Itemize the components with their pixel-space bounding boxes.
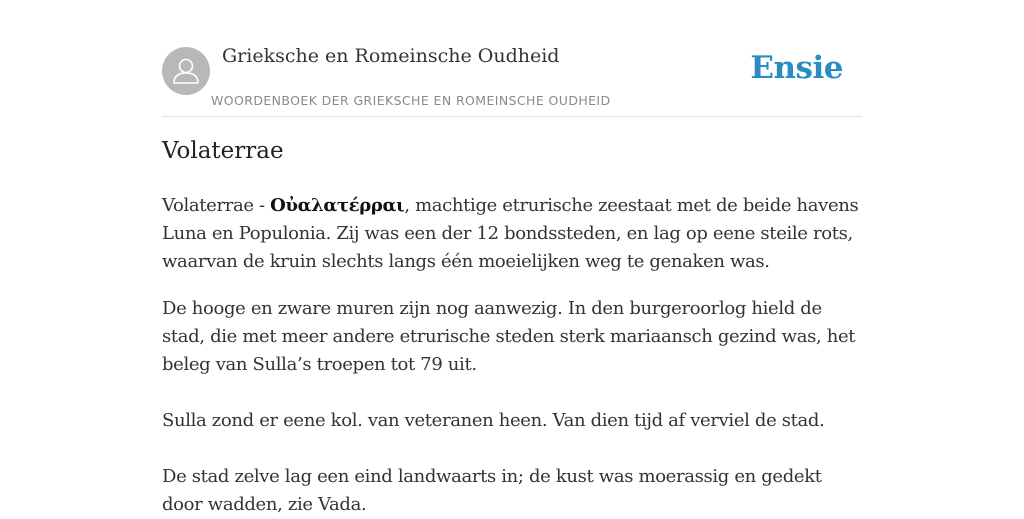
- page-container: [162, 0, 862, 515]
- user-icon: [162, 47, 210, 95]
- brand-logo-link[interactable]: Ensie: [750, 50, 843, 86]
- intro-text: , machtige etrurische zeestaat met de beide havens Luna en Populonia. Zij was een der 12 bondssteden, en lag op eene steile rots, waarvan de kruin slechts langs één moeielijken weg te genaken was.: [162, 195, 859, 272]
- article-paragraph-3: Sulla zond er eene kol. van veteranen heen. Van dien tijd af verviel de stad.: [162, 410, 825, 431]
- intro-term: Volaterrae -: [162, 195, 271, 216]
- article-paragraph-4: De stad zelve lag een eind landwaarts in; de kust was moerassig en gedekt door wadden, zie Vada.: [162, 466, 822, 515]
- greek-term: Οὐαλατέρραι: [270, 195, 405, 216]
- article-paragraph-intro: [162, 192, 862, 276]
- page-title: Volaterrae: [162, 138, 284, 164]
- book-title-link[interactable]: Grieksche en Romeinsche Oudheid: [222, 45, 560, 67]
- article-body: [162, 192, 862, 519]
- book-avatar[interactable]: [162, 47, 210, 95]
- book-subtitle: WOORDENBOEK DER GRIEKSCHE EN ROMEINSCHE OUDHEID: [211, 93, 611, 108]
- header: [162, 0, 862, 117]
- article-paragraph-2: De hooge en zware muren zijn nog aanwezig. In den burgeroorlog hield de stad, die met meer andere etrurische steden sterk mariaansch gezind was, het beleg van Sulla’s troepen tot 79 uit.: [162, 298, 856, 375]
